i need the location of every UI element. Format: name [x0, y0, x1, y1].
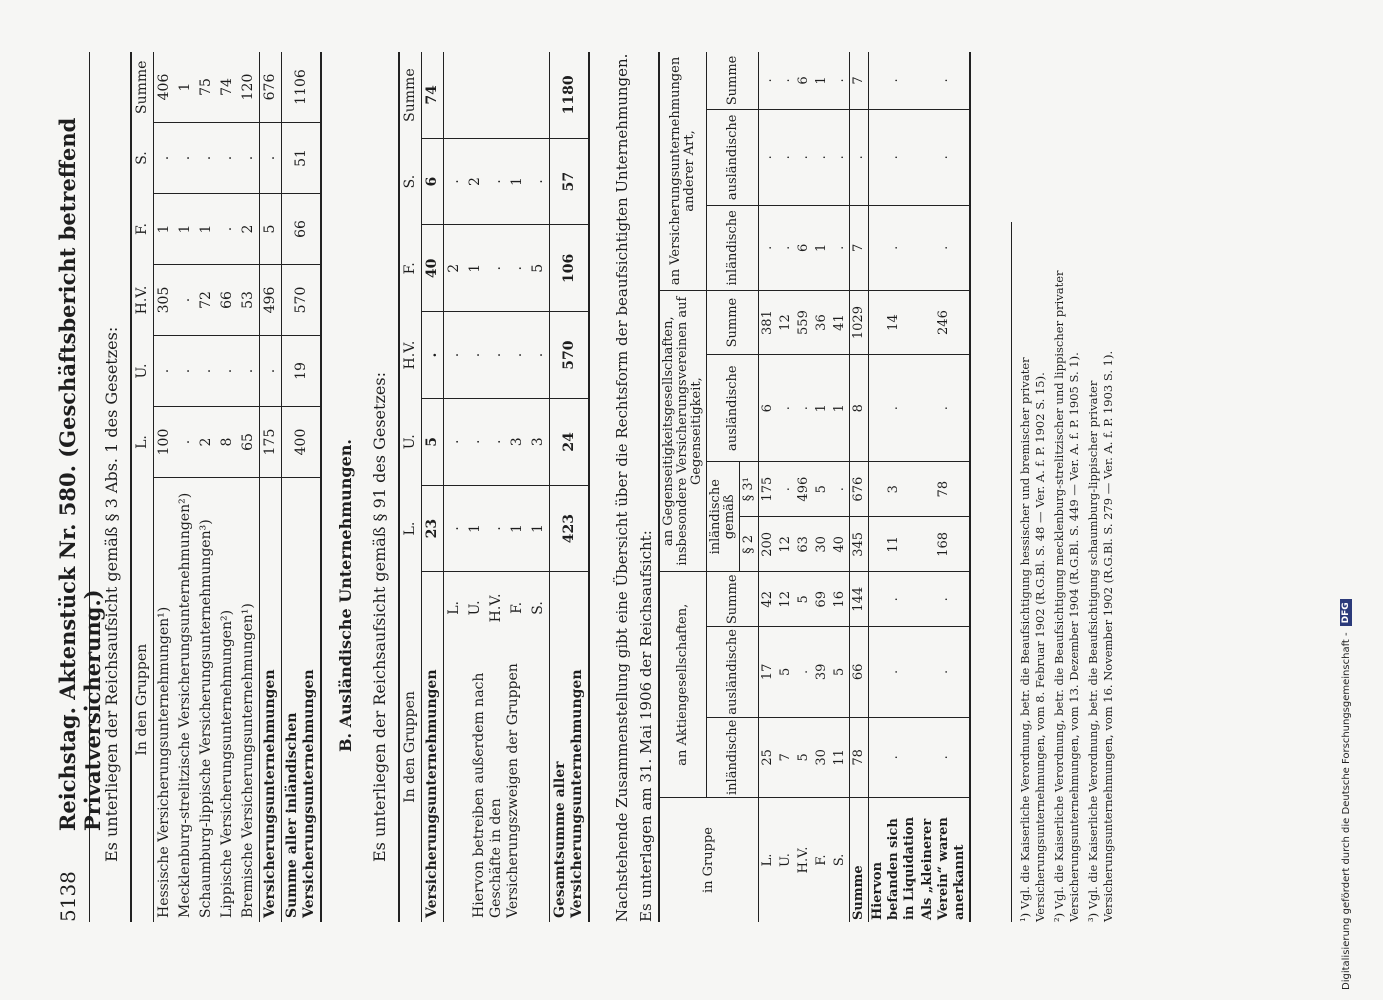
group-label: H.V.: [488, 593, 504, 623]
cell: 6: [795, 205, 813, 290]
cell: 1: [196, 194, 217, 265]
row-label: Als „kleinerer Verein“ waren anerkannt: [920, 817, 967, 920]
cell: .: [196, 336, 217, 407]
section-c-intro: [610, 52, 658, 922]
cell: 53: [238, 265, 260, 336]
col-header: in Gruppe: [659, 798, 759, 923]
cell: 5: [813, 462, 831, 517]
col-header: Summe: [399, 52, 422, 138]
cell: 7: [850, 205, 869, 290]
cell: 74: [422, 52, 444, 138]
col-header: Summe: [707, 290, 759, 354]
cell: 3: [528, 398, 550, 485]
col-header: inländische: [707, 717, 759, 797]
cell: 8: [217, 407, 238, 478]
cell: 175: [260, 407, 282, 478]
intro-text: Nachstehende Zusammenstellung gibt eine Übersicht über die Rechtsform der beaufsichtigten Unternehmungen.: [613, 53, 631, 922]
cell: .: [813, 109, 831, 205]
cell: .: [465, 312, 486, 399]
cell: .: [777, 109, 795, 205]
cell: 1: [465, 225, 486, 312]
cell: 25: [759, 717, 778, 797]
footnote: ²) Vgl. die Kaiserliche Verordnung, betr. die Beaufsichtigung mecklenburg-strelitzischer und lippischer privater Versicherungsunternehmungen, vom 13. Dezember 1904 (R.G.Bl. S. 449 — Ver. A. f. P. 1905 S. 1).: [1052, 270, 1081, 922]
table-row: [175, 52, 196, 922]
cell: .: [154, 336, 176, 407]
subtotal-row: [260, 52, 282, 922]
cell: .: [831, 52, 850, 109]
cell: 406: [154, 52, 176, 123]
group-label: S.: [832, 853, 847, 867]
cell: .: [919, 717, 970, 797]
cell: 66: [217, 265, 238, 336]
cell: .: [777, 462, 795, 517]
cell: .: [486, 312, 507, 399]
cell: .: [444, 398, 466, 485]
col-header: an Versicherungsunternehmungen anderer Art,: [659, 52, 707, 290]
page-header: [55, 52, 105, 922]
cell: 246: [919, 290, 970, 354]
cell: 1106: [282, 52, 322, 123]
cell: [507, 52, 528, 138]
cell: 423: [550, 485, 590, 572]
footnotes: [1011, 222, 1116, 922]
cell: 14: [869, 290, 920, 354]
cell: 1: [813, 205, 831, 290]
cell: .: [260, 336, 282, 407]
col-header: Summe: [707, 52, 759, 109]
cell: 168: [919, 517, 970, 572]
cell: 7: [777, 717, 795, 797]
cell: .: [260, 123, 282, 194]
cell: .: [795, 627, 813, 718]
row-label: Hessische Versicherungsunternehmungen¹): [156, 606, 172, 918]
cell: 12: [777, 572, 795, 627]
cell: 400: [282, 407, 322, 478]
cell: .: [795, 109, 813, 205]
cell: .: [422, 312, 444, 399]
cell: 57: [550, 138, 590, 225]
cell: .: [486, 398, 507, 485]
cell: 1: [175, 194, 196, 265]
cell: 5: [795, 717, 813, 797]
cell: 75: [196, 52, 217, 123]
col-header: Summe: [131, 52, 154, 123]
row-label: Lippische Versicherungsunternehmungen²): [219, 609, 235, 918]
table-row: [238, 52, 260, 922]
cell: 381: [759, 290, 778, 354]
digitization-credit: [1340, 599, 1352, 990]
table-row: [777, 52, 795, 922]
cell: .: [919, 627, 970, 718]
col-header: § 2: [740, 517, 759, 572]
cell: 40: [422, 225, 444, 312]
cell: 65: [238, 407, 260, 478]
cell: .: [196, 123, 217, 194]
cell: .: [869, 52, 920, 109]
cell: 6: [422, 138, 444, 225]
cell: .: [869, 717, 920, 797]
table-row: [154, 52, 176, 922]
cell: .: [217, 123, 238, 194]
table-header-row: [399, 52, 422, 922]
row-label: Hiervon befanden sich in Liquidation: [869, 798, 920, 923]
col-header: S.: [399, 138, 422, 225]
table-legal-form: [658, 52, 971, 922]
cell: .: [175, 123, 196, 194]
cell: .: [850, 109, 869, 205]
cell: 40: [831, 517, 850, 572]
cell: 100: [154, 407, 176, 478]
cell: 1: [813, 52, 831, 109]
cell: .: [777, 52, 795, 109]
col-header: U.: [399, 398, 422, 485]
table-row: [217, 52, 238, 922]
col-header: H.V.: [399, 312, 422, 399]
table-header-row: [707, 52, 740, 922]
col-header: F.: [399, 225, 422, 312]
cell: 5: [777, 627, 795, 718]
cell: 12: [777, 290, 795, 354]
cell: .: [831, 109, 850, 205]
table-row: [919, 52, 970, 922]
row-label: Versicherungsunternehmungen: [260, 478, 282, 923]
cell: .: [869, 109, 920, 205]
col-header: ausländische: [707, 355, 759, 462]
cell: .: [831, 205, 850, 290]
cell: .: [486, 225, 507, 312]
col-header: an Gegenseitigkeitsgesellschaften, insbesondere Versicherungsvereinen auf Gegenseitigkeit,: [659, 290, 707, 572]
cell: 5: [422, 398, 444, 485]
cell: .: [507, 225, 528, 312]
cell: .: [444, 138, 466, 225]
cell: .: [759, 109, 778, 205]
cell: 78: [850, 717, 869, 797]
cell: 63: [795, 517, 813, 572]
total-row: [850, 52, 869, 922]
cell: .: [528, 138, 550, 225]
page-body: [55, 52, 1120, 922]
cell: 12: [777, 517, 795, 572]
cell: 3: [507, 398, 528, 485]
group-label: L.: [444, 572, 466, 643]
row-label: Gesamtsumme aller Versicherungsunternehmungen: [550, 572, 590, 922]
cell: 23: [422, 485, 444, 572]
table-row: [196, 52, 217, 922]
table-row: [759, 52, 778, 922]
cell: [465, 52, 486, 138]
col-header: L.: [131, 407, 154, 478]
col-header: L.: [399, 485, 422, 572]
cell: .: [777, 355, 795, 462]
cell: 570: [282, 265, 322, 336]
digitization-text: Digitalisierung gefördert durch die Deutsche Forschungsgemeinschaft -: [1340, 632, 1352, 990]
table-row: [422, 52, 444, 922]
cell: 305: [154, 265, 176, 336]
cell: .: [444, 485, 466, 572]
cell: 30: [813, 717, 831, 797]
cell: .: [528, 312, 550, 399]
col-header: ausländische: [707, 627, 759, 718]
cell: 78: [919, 462, 970, 517]
cell: 42: [759, 572, 778, 627]
cell: .: [831, 462, 850, 517]
cell: 345: [850, 517, 869, 572]
col-header: an Aktiengesellschaften,: [659, 572, 707, 798]
cell: .: [154, 123, 176, 194]
cell: 6: [795, 52, 813, 109]
cell: .: [217, 194, 238, 265]
table-row: [869, 52, 920, 922]
cell: 570: [550, 312, 590, 399]
cell: 1: [528, 485, 550, 572]
cell: 5: [831, 627, 850, 718]
group-label: F.: [509, 601, 525, 614]
cell: 19: [282, 336, 322, 407]
table-row: [444, 52, 466, 922]
footnote: ³) Vgl. die Kaiserliche Verordnung, betr. die Beaufsichtigung schaumburg-lippischer privater Versicherungsunternehmungen, vom 16. November 1902 (R.G.Bl. S. 279 — Ver. A. f. P. 1903 S. 1).: [1086, 350, 1115, 922]
row-label: Bremische Versicherungsunternehmungen¹): [240, 603, 256, 918]
cell: .: [919, 205, 970, 290]
cell: .: [175, 265, 196, 336]
cell: .: [919, 109, 970, 205]
cell: .: [444, 312, 466, 399]
col-header: H.V.: [131, 265, 154, 336]
cell: 1: [831, 355, 850, 462]
cell: .: [869, 355, 920, 462]
col-header: In den Gruppen: [399, 572, 422, 922]
cell: 5: [528, 225, 550, 312]
cell: .: [759, 52, 778, 109]
table-header-row: [131, 52, 154, 922]
cell: .: [217, 336, 238, 407]
group-label: L.: [760, 853, 775, 867]
table-header-row: [659, 52, 707, 922]
col-header: inländische: [707, 205, 759, 290]
col-header: inländische gemäß: [707, 462, 740, 572]
cell: 2: [465, 138, 486, 225]
table-foreign: [398, 52, 590, 922]
cell: 30: [813, 517, 831, 572]
page-number: 5138: [56, 871, 80, 922]
cell: 8: [850, 355, 869, 462]
cell: 1180: [550, 52, 590, 138]
dfg-logo-icon: DFG: [1340, 599, 1352, 626]
cell: .: [759, 205, 778, 290]
group-label: H.V.: [796, 846, 811, 874]
row-label: Summe aller inländischen Versicherungsunternehmungen: [282, 478, 322, 923]
table-domestic: [130, 52, 322, 922]
cell: .: [919, 572, 970, 627]
cell: 17: [759, 627, 778, 718]
cell: 7: [850, 52, 869, 109]
cell: .: [777, 205, 795, 290]
cell: 2: [238, 194, 260, 265]
group-label: U.: [778, 853, 793, 867]
total-row: [282, 52, 322, 922]
cell: .: [238, 336, 260, 407]
cell: 1029: [850, 290, 869, 354]
cell: 1: [175, 52, 196, 123]
cell: .: [919, 52, 970, 109]
section-a-lead: Es unterliegen der Reichsaufsicht gemäß § 3 Abs. 1 des Gesetzes:: [102, 326, 121, 862]
cell: 2: [444, 225, 466, 312]
row-label: Schaumburg-lippische Versicherungsunternehmungen³): [198, 519, 214, 918]
cell: 200: [759, 517, 778, 572]
cell: 1: [465, 485, 486, 572]
group-label: U.: [467, 600, 483, 616]
cell: 36: [813, 290, 831, 354]
cell: 1: [507, 485, 528, 572]
cell: .: [486, 485, 507, 572]
col-header: ausländische: [707, 109, 759, 205]
section-b-title: B. Ausländische Unternehmungen.: [336, 439, 355, 752]
cell: 175: [759, 462, 778, 517]
cell: 39: [813, 627, 831, 718]
cell: 1: [813, 355, 831, 462]
col-header: In den Gruppen: [131, 478, 154, 923]
cell: .: [869, 627, 920, 718]
cell: 1: [154, 194, 176, 265]
section-b-lead: Es unterliegen der Reichsaufsicht gemäß § 91 des Gesetzes:: [370, 372, 389, 862]
row-label: Hiervon betreiben außerdem nach Geschäfte in den Versicherungszweigen der Gruppen: [444, 643, 550, 922]
cell: 72: [196, 265, 217, 336]
total-row: [550, 52, 590, 922]
col-header: U.: [131, 336, 154, 407]
cell: 51: [282, 123, 322, 194]
cell: 69: [813, 572, 831, 627]
row-label: Versicherungsunternehmungen: [424, 669, 440, 918]
cell: 144: [850, 572, 869, 627]
cell: 5: [260, 194, 282, 265]
page-title: Reichstag. Aktenstück Nr. 580. (Geschäftsbericht betreffend Privatversicherung.): [55, 117, 105, 832]
cell: 5: [795, 572, 813, 627]
cell: .: [507, 312, 528, 399]
cell: .: [238, 123, 260, 194]
col-header: Summe: [707, 572, 759, 627]
cell: 74: [217, 52, 238, 123]
cell: 1: [507, 138, 528, 225]
cell: .: [795, 355, 813, 462]
intro-lead: Es unterlagen am 31. Mai 1906 der Reichsaufsicht:: [637, 530, 655, 922]
cell: .: [869, 572, 920, 627]
cell: 106: [550, 225, 590, 312]
cell: 11: [869, 517, 920, 572]
group-label: F.: [814, 854, 829, 866]
group-label: S.: [530, 601, 546, 615]
cell: [528, 52, 550, 138]
cell: 496: [260, 265, 282, 336]
row-label: Summe: [850, 798, 869, 923]
cell: 2: [196, 407, 217, 478]
cell: 3: [869, 462, 920, 517]
row-label: Mecklenburg-strelitzische Versicherungsunternehmungen²): [177, 492, 193, 918]
cell: 11: [831, 717, 850, 797]
col-header: S.: [131, 123, 154, 194]
cell: [444, 52, 466, 138]
table-row: [795, 52, 813, 922]
cell: .: [175, 336, 196, 407]
cell: 676: [260, 52, 282, 123]
cell: 496: [795, 462, 813, 517]
table-row: [831, 52, 850, 922]
table-row: [813, 52, 831, 922]
cell: 559: [795, 290, 813, 354]
cell: 24: [550, 398, 590, 485]
cell: [486, 52, 507, 138]
cell: 41: [831, 290, 850, 354]
cell: .: [869, 205, 920, 290]
cell: .: [486, 138, 507, 225]
col-header: § 3¹: [740, 462, 759, 517]
col-header: F.: [131, 194, 154, 265]
cell: 120: [238, 52, 260, 123]
cell: 66: [850, 627, 869, 718]
cell: .: [465, 398, 486, 485]
cell: 16: [831, 572, 850, 627]
cell: 6: [759, 355, 778, 462]
footnote: ¹) Vgl. die Kaiserliche Verordnung, betr. die Beaufsichtigung hessischer und bremischer privater Versicherungsunternehmungen, vom 8. Februar 1902 (R.G.Bl. S. 48 — Ver. A. f. P. 1902 S. 15).: [1018, 357, 1047, 922]
cell: .: [919, 355, 970, 462]
cell: .: [175, 407, 196, 478]
cell: 66: [282, 194, 322, 265]
cell: 676: [850, 462, 869, 517]
